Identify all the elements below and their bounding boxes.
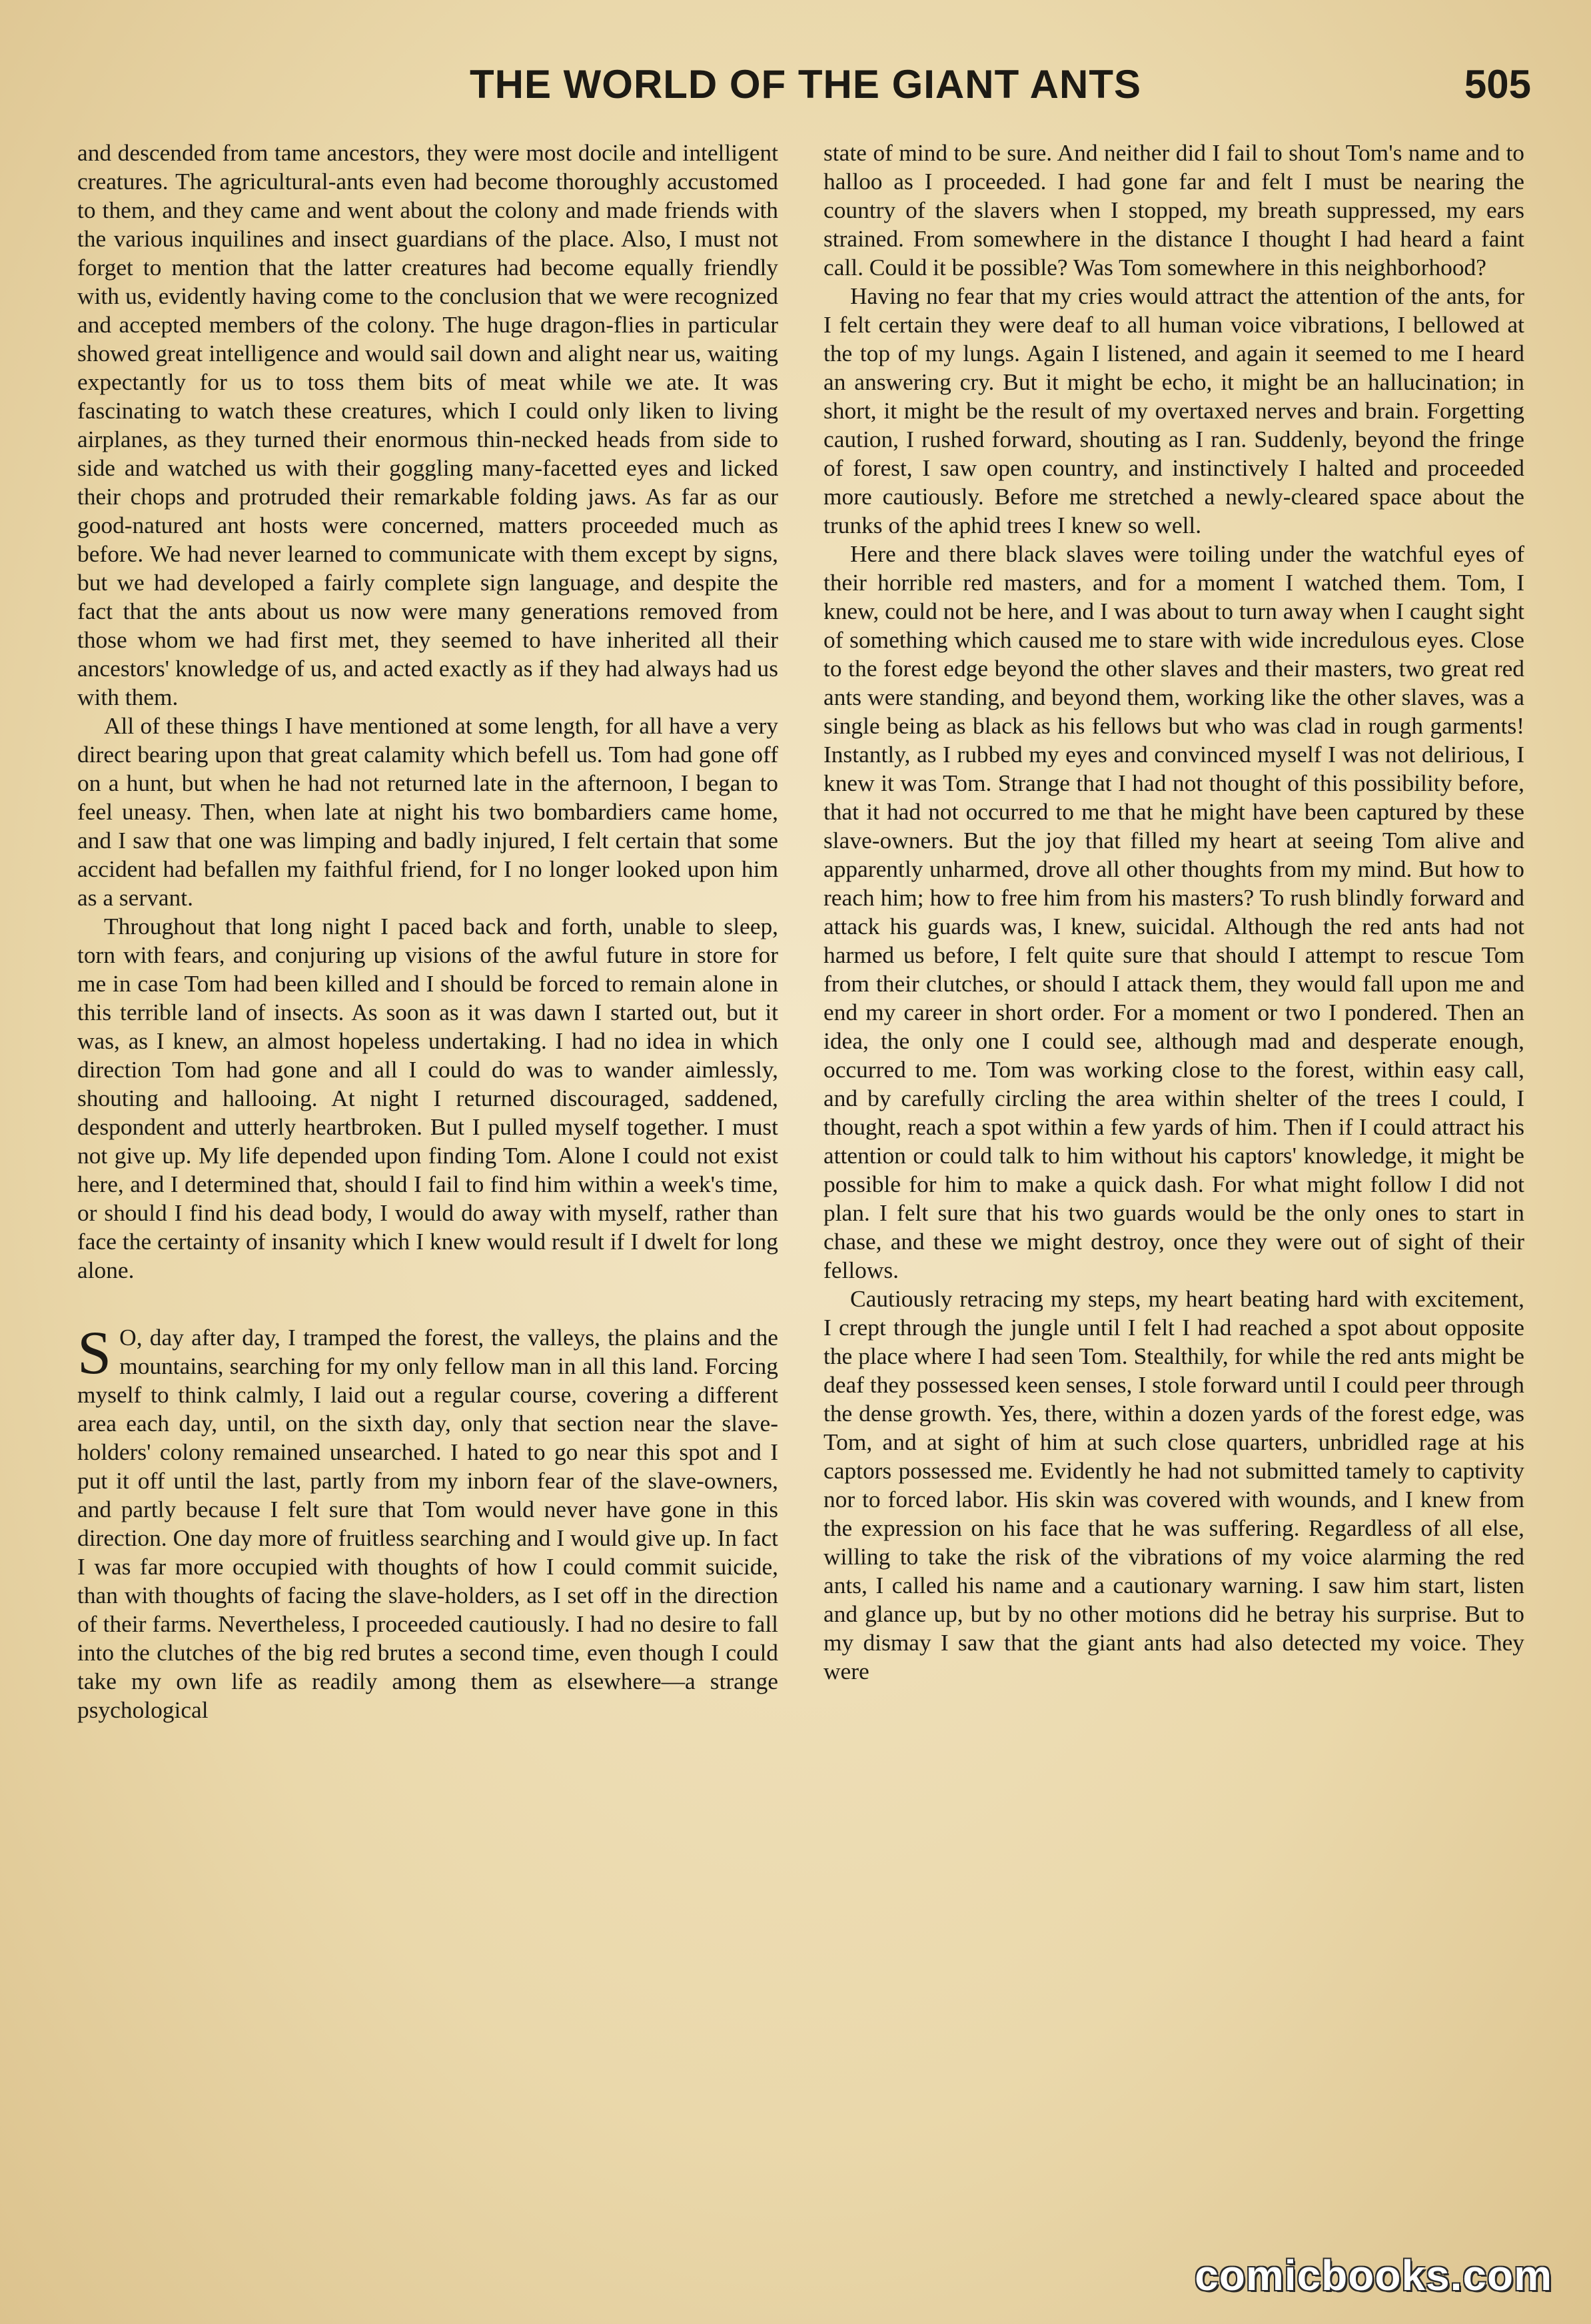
paragraph: and descended from tame ancestors, they were most docile and intelligent creatures. The agricultural-ants even had become thoroughly accustomed to them, and they came and went about the colony and made friends with the various inquilines and insect guardians of the place. Also, I must not forget to mention that the latter creatures had become equally friendly with us, evidently having come to the conclusion that we were recognized and accepted members of the colony. The huge dragon-flies in particular showed great intelligence and would sail down and alight near us, waiting expectantly for us to toss them bits of meat while we ate. It was fascinating to watch these creatures, which I could only liken to living airplanes, as they turned their enormous thin-necked heads from side to side and watched us with their goggling many-facetted eyes and licked their chops and protruded their remarkable folding jaws. As far as our good-natured ant hosts were concerned, matters proceeded much as before. We had never learned to communicate with them except by signs, but we had developed a fairly complete sign language, and despite the fact that the ants about us now were many generations removed from those whom we had first met, they seemed to have inherited all their ancestors' knowledge of us, and acted exactly as if they had always had us with them. (77, 139, 778, 710)
drop-cap: S (77, 1319, 112, 1387)
paragraph: Throughout that long night I paced back and forth, unable to sleep, torn with fears, and conjuring up visions of the awful future in store for me in case Tom had been killed and I should be forced to remain alone in this terrible land of insects. As soon as it was dawn I started out, but it was, as I knew, an almost hopeless undertaking. I had no idea in which direction Tom had gone and all I could do was to wander aimlessly, shouting and hallooing. At night I returned discouraged, saddened, despondent and utterly heartbroken. But I pulled myself together. I must not give up. My life depended upon finding Tom. Alone I could not exist here, and I determined that, should I fail to find him within a week's time, or should I find his dead body, I would do away with myself, rather than face the certainty of insanity which I knew would result if I dwelt for long alone. (77, 913, 778, 1283)
paragraph: Cautiously retracing my steps, my heart beating hard with excitement, I crept through the jungle until I felt I had reached a spot about opposite the place where I had seen Tom. Stealthily, for while the red ants might be deaf they possessed keen senses, I stole forward until I could peer through the dense growth. Yes, there, within a dozen yards of the forest edge, was Tom, and at sight of him at such close quarters, unbridled rage at his captors possessed me. Evidently he had not submitted tamely to captivity nor to forced labor. His skin was covered with wounds, and I knew from the expression on his face that he was suffering. Regardless of all else, willing to take the risk of the vibrations of my voice alarming the red ants, I called his name and a cautionary warning. I saw him start, listen and glance up, but by no other motions did he betray his surprise. But to my dismay I saw that the giant ants had also detected my voice. They were (823, 1285, 1524, 1684)
left-column (77, 139, 778, 2191)
paragraph-with-dropcap (77, 1319, 778, 1724)
paragraph: Here and there black slaves were toiling under the watchful eyes of their horrible red masters, and for a moment I watched them. Tom, I knew, could not be here, and I was about to turn away when I caught sight of something which caused me to stare with wide incredulous eyes. Close to the forest edge beyond the other slaves and their masters, two great red ants were standing, and beyond them, working like the other slaves, was a single being as black as his fellows but who was clad in rough garments! Instantly, as I rubbed my eyes and convinced myself I was not delirious, I knew it was Tom. Strange that I had not thought of this possibility before, that it had not occurred to me that he might have been captured by these slave-owners. But the joy that filled my heart at seeing Tom alive and apparently unharmed, drove all other thoughts from my mind. But how to reach him; how to free him from his masters? To rush blindly forward and attack his guards was, I knew, suicidal. Although the red ants had not harmed us before, I felt quite sure that should I attempt to rescue Tom from their clutches, or should I attack them, they would fall upon me and end my career in short order. For a moment or two I pondered. Then an idea, the only one I could see, although mad and desperate enough, occurred to me. Tom was working close to the forest, within easy call, and by carefully circling the area within shelter of the trees I could, I thought, reach a spot within a few yards of him. Then if I could attract his attention or could talk to him without his captors' knowledge, it might be possible for him to make a quick dash. For what might follow I did not plan. I felt sure that his two guards would be the only ones to start in chase, and these we might destroy, once they were out of sight of their fellows. (823, 540, 1524, 1283)
paragraph: Having no fear that my cries would attract the attention of the ants, for I felt certain they were deaf to all human voice vibrations, I bellowed at the top of my lungs. Again I listened, and again it seemed to me I heard an answering cry. But it might be echo, it might be an hallucination; in short, it might be the result of my overtaxed nerves and brain. Forgetting caution, I rushed forward, shouting as I ran. Suddenly, beyond the fringe of forest, I saw open country, and instinctively I halted and proceeded more cautiously. Before me stretched a newly-cleared space about the trunks of the aphid trees I knew so well. (823, 283, 1524, 538)
paragraph: state of mind to be sure. And neither did I fail to shout Tom's name and to halloo as I proceeded. I had gone far and felt I must be nearing the country of the slavers when I stopped, my breath suppressed, my ears strained. From somewhere in the distance I thought I had heard a faint call. Could it be possible? Was Tom somewhere in this neighborhood? (823, 139, 1524, 281)
running-title: THE WORLD OF THE GIANT ANTS (469, 62, 1142, 107)
paragraph-text: O, day after day, I tramped the forest, the valleys, the plains and the mountains, searching for my only fellow man in all this land. Forcing myself to think calmly, I laid out a regular course, covering a different area each day, until, on the sixth day, only that section near the slave-holders' colony remained unsearched. I hated to go near this spot and I put it off until the last, partly from my inborn fear of the slave-owners, and partly because I felt sure that Tom would never have gone in this direction. One day more of fruitless searching and I would give up. In fact I was far more occupied with thoughts of how I could commit suicide, than with thoughts of facing the slave-holders, as I set off in the direction of their farms. Nevertheless, I proceeded cautiously. I had no desire to fall into the clutches of the big red brutes a second time, even though I could take my own life as readily among them as elsewhere—a strange psychological (77, 1324, 778, 1723)
page-number: 505 (1464, 62, 1531, 107)
paragraph: All of these things I have mentioned at some length, for all have a very direct bearing upon that great calamity which befell us. Tom had gone off on a hunt, but when he had not returned late in the afternoon, I began to feel uneasy. Then, when late at night his two bombardiers came home, and I saw that one was limping and badly injured, I felt certain that some accident had befallen my faithful friend, for I no longer looked upon him as a servant. (77, 712, 778, 911)
site-watermark: comicbooks.com (1195, 2251, 1552, 2299)
right-column (823, 139, 1524, 2191)
page-header (80, 61, 1531, 121)
section-break (77, 1285, 778, 1323)
